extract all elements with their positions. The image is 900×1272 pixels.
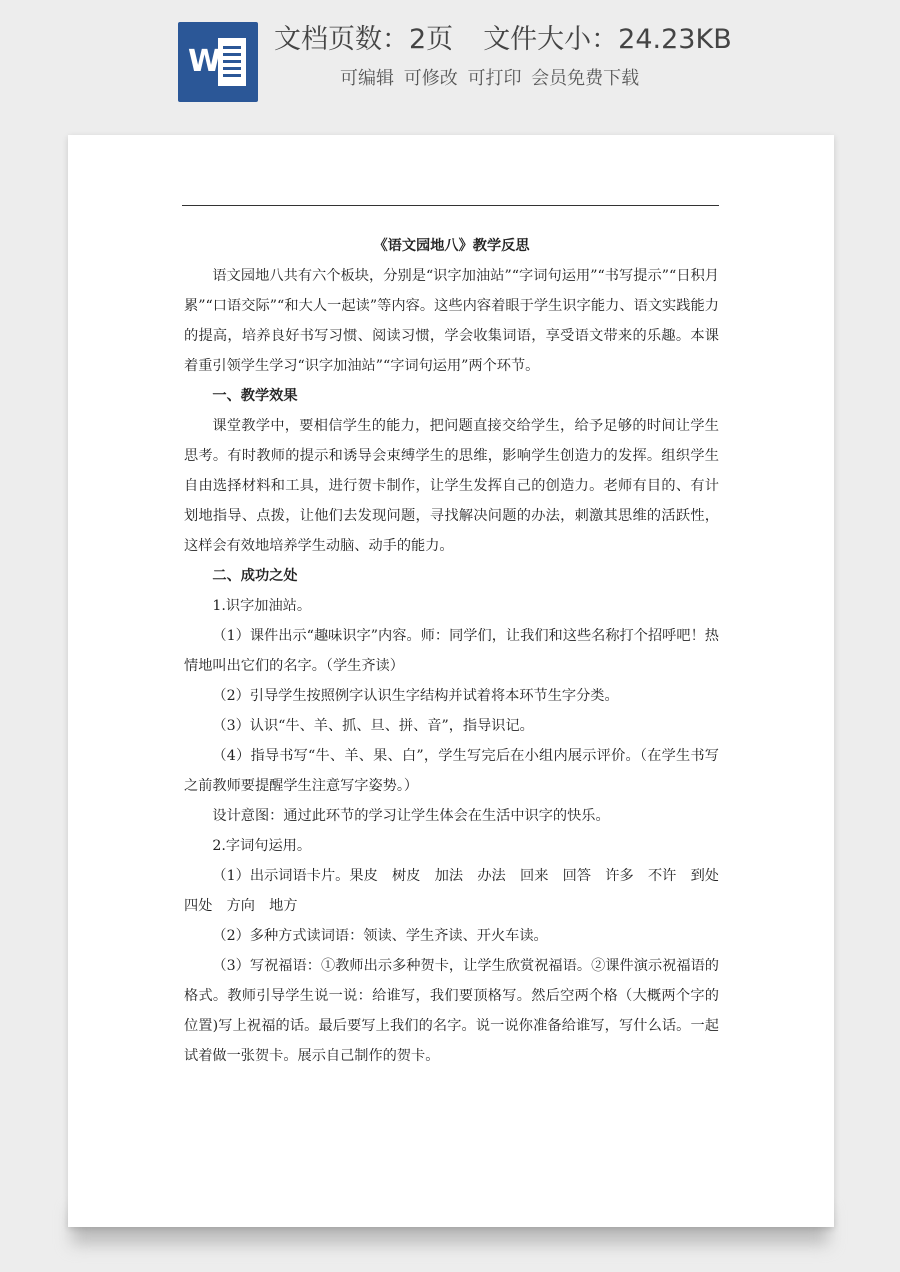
download-header (0, 0, 900, 120)
paragraph: 2.字词句运用。 (212, 838, 312, 854)
paragraph: （4）指导书写“牛、羊、果、白”，学生写完后在小组内展示评价。（在学生书写之前教师要提醒学生注意写字姿势。） (184, 748, 719, 794)
paragraph: （1）课件出示“趣味识字”内容。师：同学们，让我们和这些名称打个招呼吧！热情地叫出它们的名字。（学生齐读） (184, 628, 719, 674)
paragraph: （3）写祝福语：①教师出示多种贺卡，让学生欣赏祝福语。②课件演示祝福语的格式。教师引导学生说一说：给谁写，我们要顶格写。然后空两个格（大概两个字的位置)写上祝福的话。最后要写上我们的名字。说一说你准备给谁写，写什么话。一起试着做一张贺卡。展示自己制作的贺卡。 (184, 958, 719, 1064)
paragraph: 1.识字加油站。 (212, 598, 312, 614)
word-document-icon (178, 22, 258, 102)
document-title: 《语文园地八》教学反思 (373, 238, 530, 254)
paragraph-list (184, 261, 734, 1071)
section-heading: 二、成功之处 (212, 568, 298, 584)
file-info (274, 18, 732, 62)
page-count: 文档页数：2页 (274, 24, 454, 55)
paragraph: （1）出示词语卡片。果皮 树皮 加法 办法 回来 回答 许多 不许 到处 四处 方向 地方 (184, 868, 734, 914)
section-heading: 一、教学效果 (212, 388, 298, 404)
document-page (68, 135, 834, 1227)
file-size: 文件大小：24.23KB (483, 24, 732, 55)
paragraph: 课堂教学中，要相信学生的能力，把问题直接交给学生，给予足够的时间让学生思考。有时教师的提示和诱导会束缚学生的思维，影响学生创造力的发挥。组织学生自由选择材料和工具，进行贺卡制作，让学生发挥自己的创造力。老师有目的、有计划地指导、点拨，让他们去发现问题，寻找解决问题的办法，刺激其思维的活跃性，这样会有效地培养学生动脑、动手的能力。 (184, 418, 719, 554)
document-body (184, 231, 734, 1071)
paragraph: （2）引导学生按照例字认识生字结构并试着将本环节生字分类。 (212, 688, 619, 704)
logo-letter: W (188, 44, 222, 79)
feature-list: 可编辑 可修改 可打印 会员免费下载 (340, 68, 640, 89)
paragraph: （2）多种方式读词语：领读、学生齐读、开火车读。 (212, 928, 548, 944)
paragraph: 语文园地八共有六个板块，分别是“识字加油站”“字词句运用”“书写提示”“日积月累”“口语交际”“和大人一起读”等内容。这些内容着眼于学生识字能力、语文实践能力的提高，培养良好书写习惯、阅读习惯，学会收集词语，享受语文带来的乐趣。本课着重引领学生学习“识字加油站”“字词句运用”两个环节。 (184, 268, 719, 374)
header-rule (182, 205, 719, 206)
paragraph: 设计意图：通过此环节的学习让学生体会在生活中识字的快乐。 (212, 808, 610, 824)
paragraph: （3）认识“牛、羊、抓、旦、拼、音”，指导识记。 (212, 718, 534, 734)
